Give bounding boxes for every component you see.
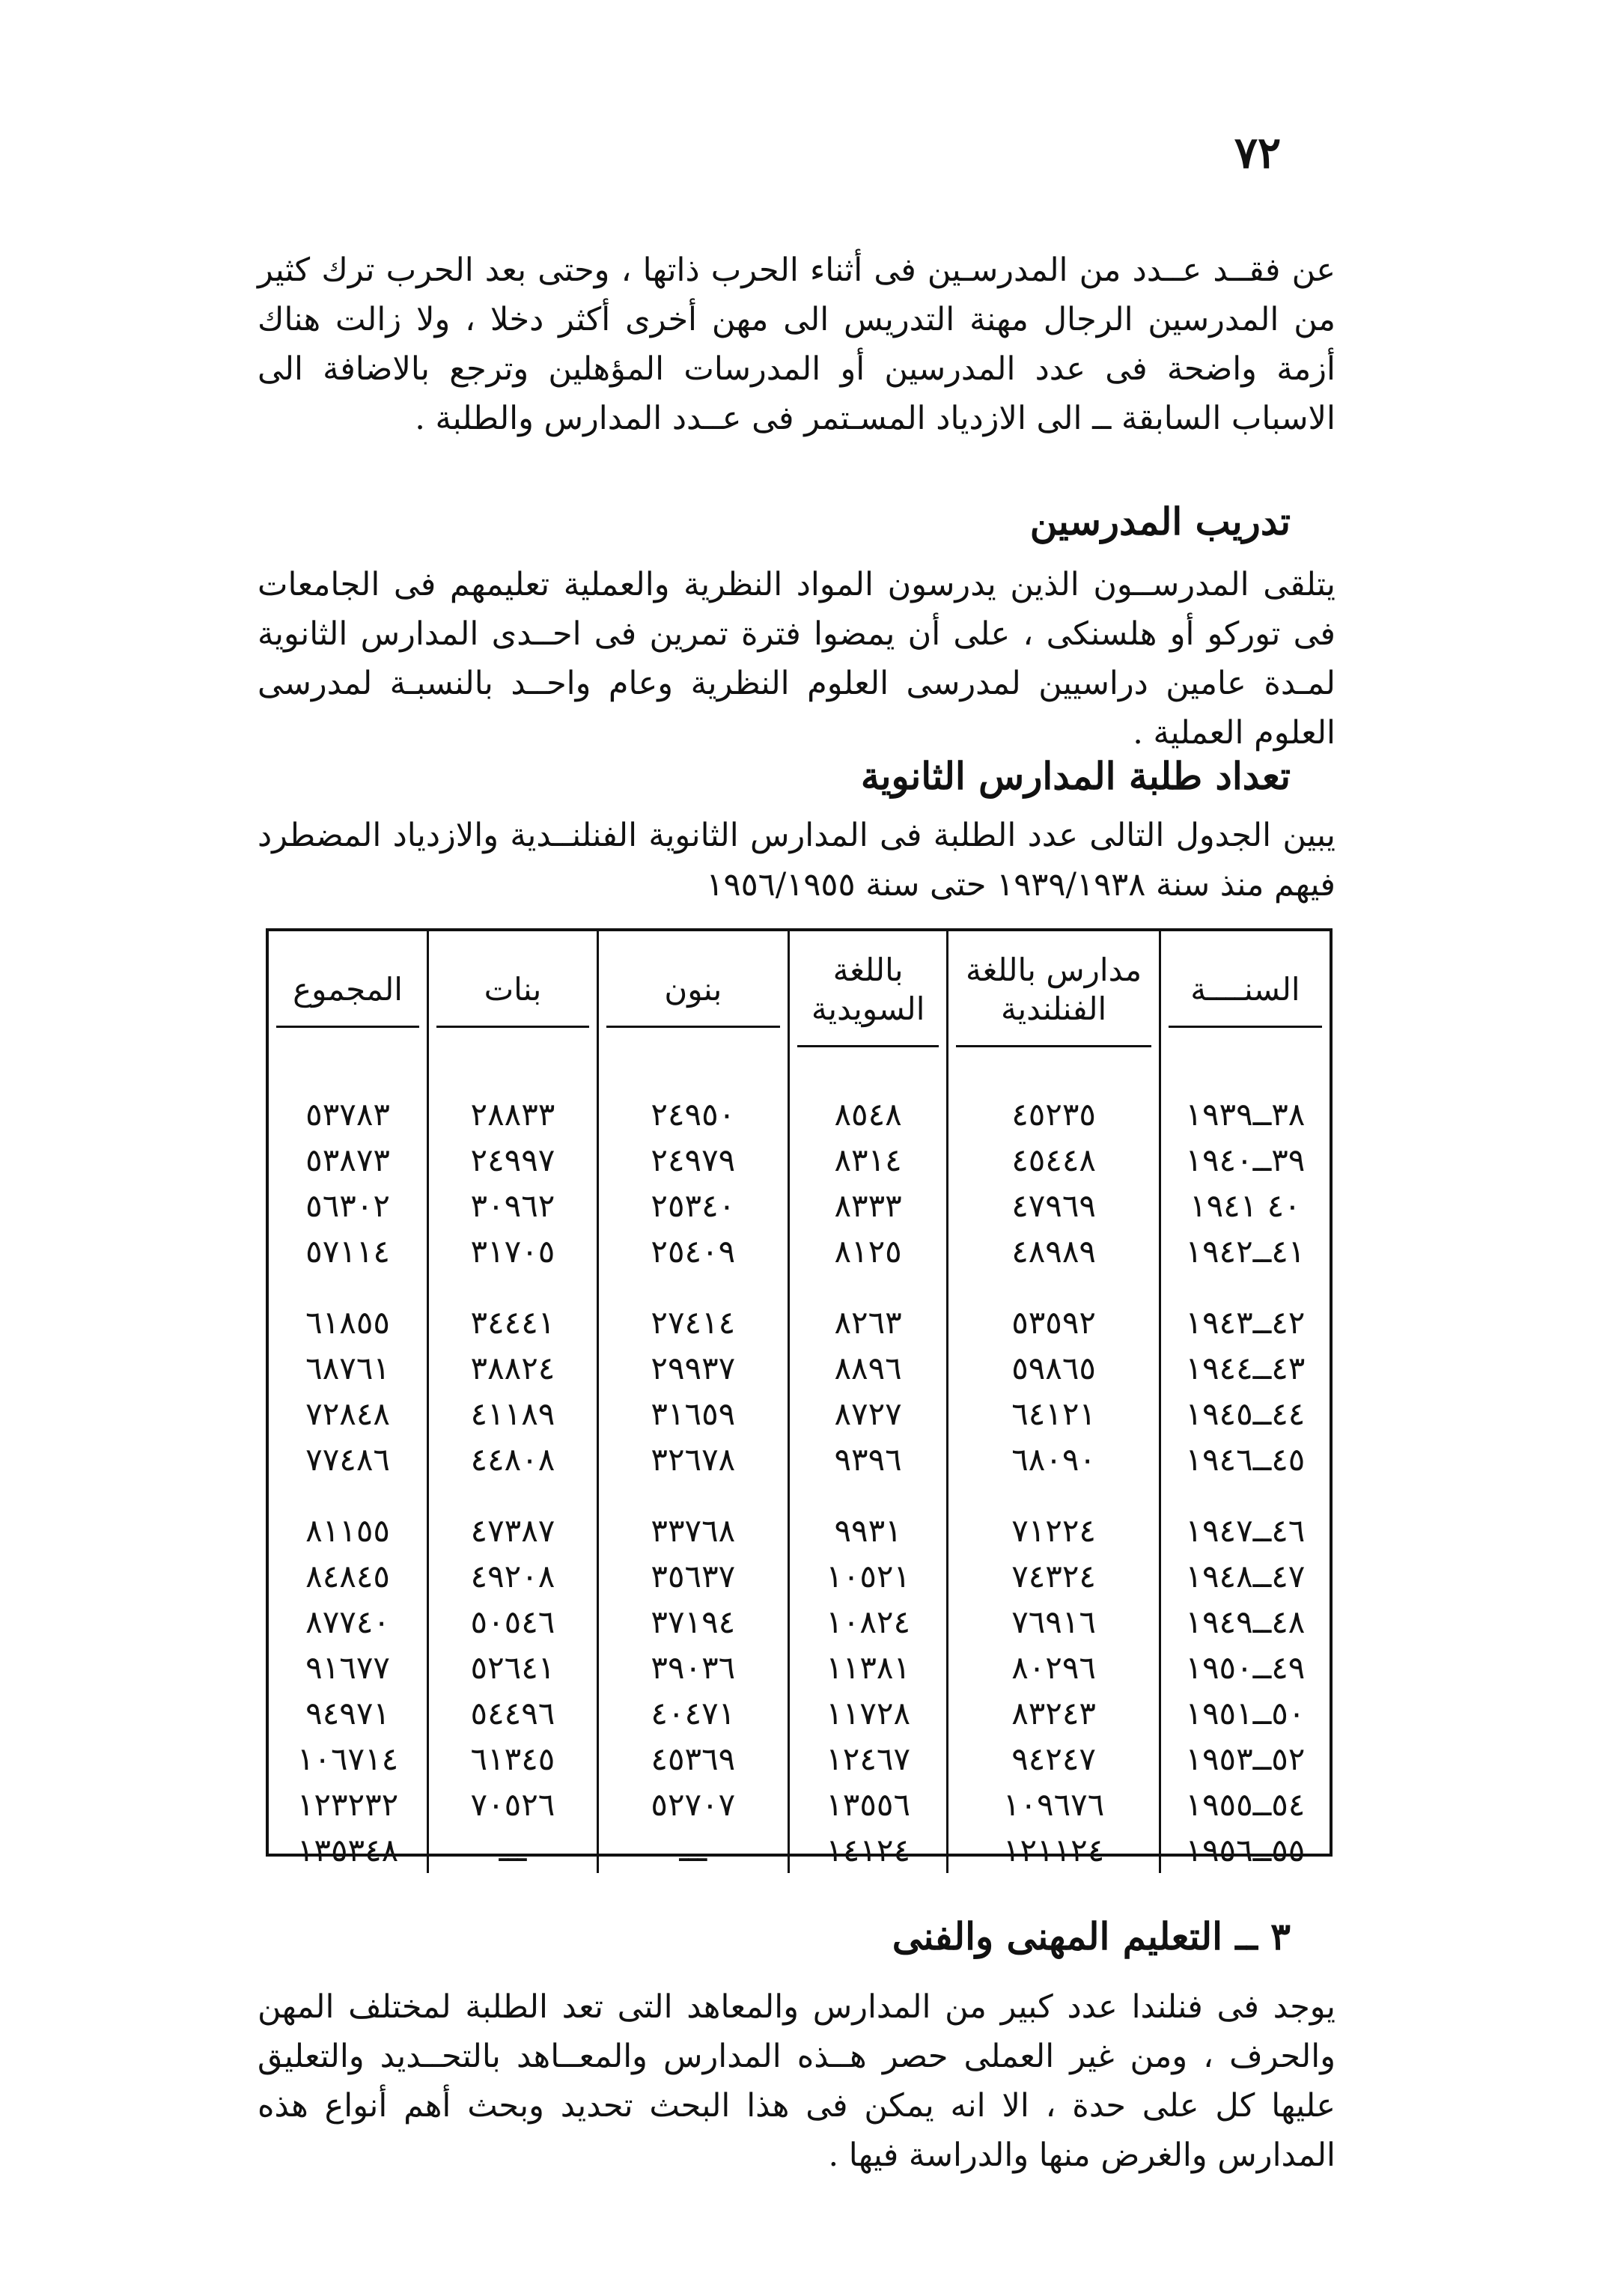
table-spacer-row [269, 1482, 1330, 1508]
cell-boys: ـــ [597, 1827, 788, 1873]
cell-swedish: ١٢٤٦٧ [788, 1736, 948, 1782]
cell-girls: ٢٤٩٩٧ [428, 1137, 598, 1183]
cell-finnish: ١٠٩٦٧٦ [948, 1782, 1160, 1827]
cell-total: ٥٧١١٤ [305, 1233, 390, 1270]
cell-year: ٤٦ــ١٩٤٧ [1160, 1508, 1330, 1553]
cell-total: ٧٢٨٤٨ [305, 1395, 390, 1432]
table-intro-paragraph: يبين الجدول التالى عدد الطلبة فى المدارس الثانوية الفنلنــدية والازدياد المضطرد فيهم منذ سنة ١٩٣٩/١٩٣٨ حتى سنة ١٩٥٦/١٩٥٥ [258, 817, 1336, 904]
cell-finnish: ٤٥٢٣٥ [948, 1091, 1160, 1137]
page-number: ٧٢ [1234, 127, 1282, 178]
cell-girls: ٣٨٨٢٤ [428, 1345, 598, 1391]
cell-finnish: ٤٥٤٤٨ [948, 1137, 1160, 1183]
cell-boys: ٣١٦٥٩ [597, 1391, 788, 1437]
table-row [269, 1782, 1330, 1827]
table-row [269, 1437, 1330, 1482]
heading-student-count: تعداد طلبة المدارس الثانوية [860, 753, 1291, 798]
cell-year: ٥٥ــ١٩٥٦ [1160, 1827, 1330, 1873]
cell-total: ٨٤٨٤٥ [305, 1558, 390, 1595]
cell-finnish: ١٢١١٢٤ [948, 1827, 1160, 1873]
cell-year: ٤٩ــ١٩٥٠ [1160, 1645, 1330, 1690]
cell-boys: ٣٧١٩٤ [597, 1599, 788, 1645]
table-row [269, 1508, 1330, 1553]
cell-finnish: ٩٤٢٤٧ [948, 1736, 1160, 1782]
cell-year: ٤٨ــ١٩٤٩ [1160, 1599, 1330, 1645]
table-row [269, 1300, 1330, 1345]
cell-boys: ٢٥٤٠٩ [597, 1228, 788, 1274]
cell-year: ٤٤ــ١٩٤٥ [1160, 1391, 1330, 1437]
cell-swedish: ٩٩٣١ [788, 1508, 948, 1553]
cell-boys: ٢٩٩٣٧ [597, 1345, 788, 1391]
table-row [269, 1645, 1330, 1690]
cell-girls: ٣١٧٠٥ [428, 1228, 598, 1274]
cell-finnish: ٤٨٩٨٩ [948, 1228, 1160, 1274]
cell-boys: ٢٤٩٧٩ [597, 1137, 788, 1183]
table-row [269, 1391, 1330, 1437]
table-body [269, 1066, 1330, 1873]
header-total: المجموع [269, 931, 428, 1066]
cell-year: ٤٥ــ١٩٤٦ [1160, 1437, 1330, 1482]
cell-total: ٥٣٧٨٣ [305, 1096, 390, 1133]
cell-girls: ٣٤٤٤١ [428, 1300, 598, 1345]
student-statistics-table [269, 931, 1330, 1873]
cell-finnish: ٥٣٥٩٢ [948, 1300, 1160, 1345]
table-row [269, 1599, 1330, 1645]
cell-boys: ٤٥٣٦٩ [597, 1736, 788, 1782]
header-swedish: باللغة السويدية [788, 931, 948, 1066]
cell-total: ٩١٦٧٧ [305, 1649, 390, 1686]
cell-year: ٤١ــ١٩٤٢ [1160, 1228, 1330, 1274]
header-boys: بنون [597, 931, 788, 1066]
cell-girls: ٣٠٩٦٢ [428, 1183, 598, 1228]
vocational-paragraph: يوجد فى فنلندا عدد كبير من المدارس والمعاهد التى تعد الطلبة لمختلف المهن والحرف ، ومن غير العملى حصر هــذه المدارس والمعــاهد بالتحــديد والتعليق عليها كل على حدة ، الا انه يمكن فى هذا البحث تحديد وبحث أهم أنواع هذه المدارس والغرض منها والدراسة فيها . [258, 1988, 1336, 2174]
table-spacer-row [269, 1274, 1330, 1300]
cell-girls: ٦١٣٤٥ [428, 1736, 598, 1782]
cell-swedish: ٨١٢٥ [788, 1228, 948, 1274]
cell-swedish: ٨٢٦٣ [788, 1300, 948, 1345]
cell-total: ٨٧٧٤٠ [305, 1604, 390, 1640]
table-row [269, 1690, 1330, 1736]
cell-year: ٤٠ ١٩٤١ [1160, 1183, 1330, 1228]
heading-vocational-education: ٣ ــ التعليم المهنى والفنى [892, 1913, 1291, 1958]
cell-year: ٥٠ــ١٩٥١ [1160, 1690, 1330, 1736]
cell-boys: ٢٥٣٤٠ [597, 1183, 788, 1228]
cell-total: ٦٨٧٦١ [305, 1350, 390, 1386]
cell-total: ٥٦٣٠٢ [305, 1187, 390, 1224]
cell-total: ٧٧٤٨٦ [305, 1441, 390, 1478]
cell-girls: ـــ [428, 1827, 598, 1873]
cell-girls: ٥٠٥٤٦ [428, 1599, 598, 1645]
cell-finnish: ٤٧٩٦٩ [948, 1183, 1160, 1228]
table-row [269, 1091, 1330, 1137]
intro-paragraph: عن فقــد عــدد من المدرسـين فى أثناء الحرب ذاتها ، وحتى بعد الحرب ترك كثير من المدرسين الرجال مهنة التدريس الى مهن أخرى أكثر دخلا ، ولا زالت هناك أزمة واضحة فى عدد المدرسين أو المدرسات المؤهلين وترجع بالاضافة الى الاسباب السابقة ــ الى الازدياد المسـتمر فى عــدد المدارس والطلبة . [258, 252, 1336, 437]
cell-girls: ٤٧٣٨٧ [428, 1508, 598, 1553]
cell-total: ١٠٦٧١٤ [296, 1741, 399, 1777]
cell-swedish: ٨٧٢٧ [788, 1391, 948, 1437]
cell-boys: ٣٩٠٣٦ [597, 1645, 788, 1690]
header-year: السنــــة [1160, 931, 1330, 1066]
cell-girls: ٥٢٦٤١ [428, 1645, 598, 1690]
cell-boys: ٤٠٤٧١ [597, 1690, 788, 1736]
cell-boys: ٥٢٧٠٧ [597, 1782, 788, 1827]
cell-boys: ٣٢٦٧٨ [597, 1437, 788, 1482]
cell-total: ١٢٣٢٣٢ [296, 1786, 399, 1823]
cell-swedish: ١١٧٢٨ [788, 1690, 948, 1736]
cell-swedish: ١١٣٨١ [788, 1645, 948, 1690]
cell-swedish: ٩٣٩٦ [788, 1437, 948, 1482]
cell-boys: ٣٣٧٦٨ [597, 1508, 788, 1553]
cell-girls: ٥٤٤٩٦ [428, 1690, 598, 1736]
table-row [269, 1228, 1330, 1274]
cell-swedish: ١٣٥٥٦ [788, 1782, 948, 1827]
student-statistics-table-frame [266, 928, 1333, 1869]
cell-finnish: ٦٤١٢١ [948, 1391, 1160, 1437]
table-row [269, 1553, 1330, 1599]
cell-year: ٤٧ــ١٩٤٨ [1160, 1553, 1330, 1599]
cell-finnish: ٦٨٠٩٠ [948, 1437, 1160, 1482]
cell-swedish: ٨٥٤٨ [788, 1091, 948, 1137]
table-spacer-row [269, 1066, 1330, 1091]
table-row [269, 1827, 1330, 1873]
table-row [269, 1137, 1330, 1183]
cell-swedish: ١٠٥٢١ [788, 1553, 948, 1599]
cell-finnish: ٧٤٣٢٤ [948, 1553, 1160, 1599]
cell-total: ٩٤٩٧١ [305, 1695, 390, 1732]
cell-finnish: ٨٠٢٩٦ [948, 1645, 1160, 1690]
table-header-row [269, 931, 1330, 1066]
cell-swedish: ١٤١٢٤ [788, 1827, 948, 1873]
table-row [269, 1345, 1330, 1391]
cell-swedish: ٨٣٣٣ [788, 1183, 948, 1228]
cell-finnish: ٧٦٩١٦ [948, 1599, 1160, 1645]
cell-girls: ٧٠٥٢٦ [428, 1782, 598, 1827]
cell-girls: ٢٨٨٣٣ [428, 1091, 598, 1137]
cell-boys: ٣٥٦٣٧ [597, 1553, 788, 1599]
header-finnish: مدارس باللغة الفنلندية [948, 931, 1160, 1066]
cell-finnish: ٥٩٨٦٥ [948, 1345, 1160, 1391]
cell-year: ٥٢ــ١٩٥٣ [1160, 1736, 1330, 1782]
cell-year: ٤٢ــ١٩٤٣ [1160, 1300, 1330, 1345]
cell-year: ٣٩ــ١٩٤٠ [1160, 1137, 1330, 1183]
cell-finnish: ٧١٢٢٤ [948, 1508, 1160, 1553]
cell-total: ٨١١٥٥ [305, 1512, 390, 1549]
heading-teacher-training: تدريب المدرسين [1029, 499, 1291, 543]
teacher-training-paragraph: يتلقى المدرســون الذين يدرسون المواد النظرية والعملية تعليمهم فى الجامعات فى توركو أو هلسنكى ، على أن يمضوا فترة تمرين فى احــدى المدارس الثانوية لمـدة عامين دراسيين لمدرسى العلوم النظرية وعام واحــد بالنسبـة لمدرسى العلوم العملية . [258, 566, 1336, 752]
cell-total: ١٣٥٣٤٨ [296, 1832, 399, 1869]
cell-swedish: ٨٣١٤ [788, 1137, 948, 1183]
cell-girls: ٤١١٨٩ [428, 1391, 598, 1437]
cell-finnish: ٨٣٢٤٣ [948, 1690, 1160, 1736]
cell-swedish: ٨٨٩٦ [788, 1345, 948, 1391]
cell-boys: ٢٧٤١٤ [597, 1300, 788, 1345]
cell-total: ٥٣٨٧٣ [305, 1142, 390, 1178]
table-row [269, 1183, 1330, 1228]
cell-year: ٤٣ــ١٩٤٤ [1160, 1345, 1330, 1391]
cell-year: ٣٨ــ١٩٣٩ [1160, 1091, 1330, 1137]
cell-total: ٦١٨٥٥ [305, 1304, 390, 1341]
cell-swedish: ١٠٨٢٤ [788, 1599, 948, 1645]
cell-boys: ٢٤٩٥٠ [597, 1091, 788, 1137]
header-girls: بنات [428, 931, 598, 1066]
cell-girls: ٤٩٢٠٨ [428, 1553, 598, 1599]
table-row [269, 1736, 1330, 1782]
cell-year: ٥٤ــ١٩٥٥ [1160, 1782, 1330, 1827]
cell-girls: ٤٤٨٠٨ [428, 1437, 598, 1482]
